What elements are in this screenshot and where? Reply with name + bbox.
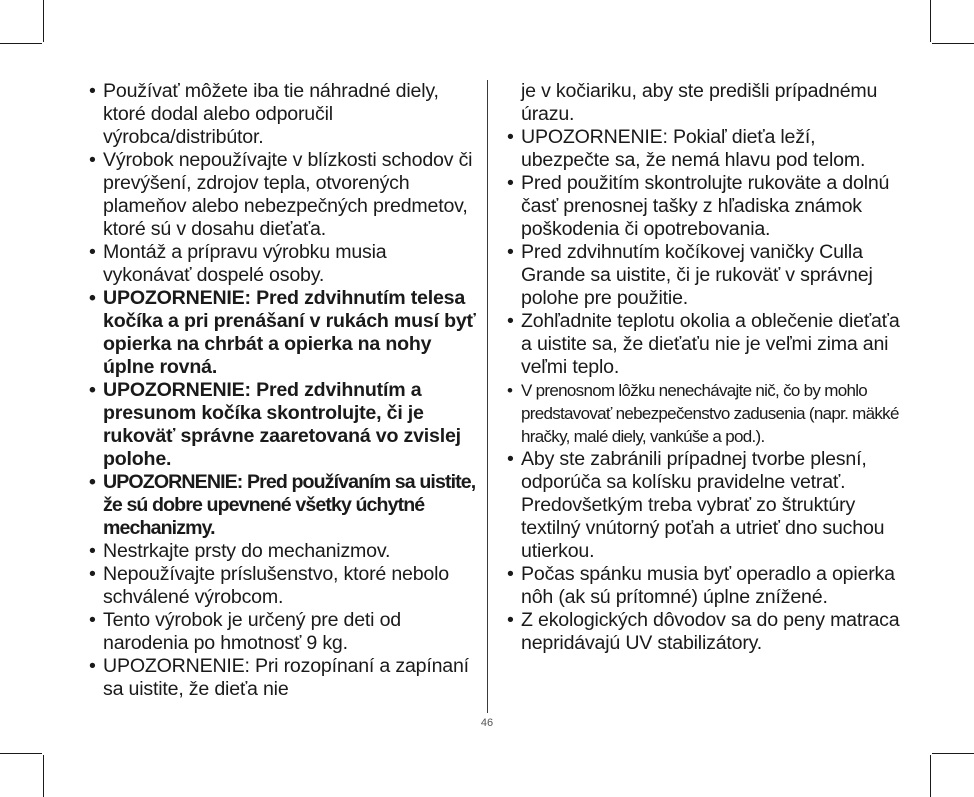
item-text: Z ekologických dôvodov sa do peny matraca nepridávajú UV stabilizátory. xyxy=(521,609,900,654)
bullet: • xyxy=(89,563,96,585)
bullet: • xyxy=(89,80,96,102)
bullet: • xyxy=(507,448,514,470)
list-item xyxy=(89,609,477,655)
crop-mark xyxy=(930,0,931,42)
crop-mark xyxy=(43,755,44,797)
crop-mark xyxy=(930,755,931,797)
list-item xyxy=(89,149,477,241)
item-text: Aby ste zabránili prípadnej tvorbe plesní, odporúča sa kolísku pravidelne vetrať. Predovšetkým treba vybrať zo štruktúry textilný vnútorný poťah a utrieť dno suchou utierkou. xyxy=(521,448,885,562)
list-item xyxy=(507,448,902,563)
crop-mark xyxy=(0,753,42,754)
list-item xyxy=(507,310,902,379)
item-text: V prenosnom lôžku nenechávajte nič, čo by mohlo predstavovať nebezpečenstvo zadusenia (napr. mäkké hračky, malé diely, vankúše a pod.). xyxy=(521,381,899,446)
list-item xyxy=(89,563,477,609)
bullet: • xyxy=(89,609,96,631)
list-item xyxy=(507,172,902,241)
crop-mark xyxy=(0,43,42,44)
crop-mark xyxy=(932,753,974,754)
bullet: • xyxy=(507,310,514,332)
list-item xyxy=(507,609,902,655)
warning-item xyxy=(89,287,477,379)
item-text: Pred použitím skontrolujte rukoväte a dolnú časť prenosnej tašky z hľadiska známok poškodenia či opotrebovania. xyxy=(521,172,890,240)
bullet: • xyxy=(507,241,514,263)
bullet: • xyxy=(89,655,96,677)
bullet: • xyxy=(507,381,513,400)
left-column xyxy=(89,80,477,701)
list-item xyxy=(507,241,902,310)
item-text: UPOZORNENIE: Pred používaním sa uistite, že sú dobre upevnené všetky úchytné mechanizmy. xyxy=(103,471,476,539)
bullet: • xyxy=(507,172,514,194)
list-item xyxy=(89,241,477,287)
item-text: UPOZORNENIE: Pri rozopínaní a zapínaní sa uistite, že dieťa nie xyxy=(103,655,469,700)
list-item xyxy=(89,540,477,563)
item-text: Používať môžete iba tie náhradné diely, ktoré dodal alebo odporučil výrobca/distribútor. xyxy=(103,80,439,148)
item-text: Nepoužívajte príslušenstvo, ktoré nebolo schválené výrobcom. xyxy=(103,563,449,608)
bullet: • xyxy=(89,241,96,263)
bullet: • xyxy=(507,563,514,585)
bullet: • xyxy=(89,379,96,401)
item-text: Počas spánku musia byť operadlo a opierka nôh (ak sú prítomné) úplne znížené. xyxy=(521,563,895,608)
crop-mark xyxy=(932,43,974,44)
item-text: Výrobok nepoužívajte v blízkosti schodov či prevýšení, zdrojov tepla, otvorených plameňov alebo nebezpečných predmetov, ktoré sú v dosahu dieťaťa. xyxy=(103,149,473,240)
bullet: • xyxy=(507,609,514,631)
bullet: • xyxy=(507,126,514,148)
bullet: • xyxy=(89,471,95,493)
list-item xyxy=(89,655,477,701)
continuation-text xyxy=(507,80,902,126)
crop-mark xyxy=(43,0,44,42)
list-item xyxy=(507,126,902,172)
list-item xyxy=(507,379,902,448)
item-text: Pred zdvihnutím kočíkovej vaničky Culla Grande sa uistite, či je rukoväť v správnej polohe pre použitie. xyxy=(521,241,873,309)
bullet: • xyxy=(89,540,96,562)
item-text: UPOZORNENIE: Pokiaľ dieťa leží, ubezpečte sa, že nemá hlavu pod telom. xyxy=(521,126,866,171)
item-text: Nestrkajte prsty do mechanizmov. xyxy=(103,540,391,562)
page-number: 46 xyxy=(480,717,494,729)
column-divider xyxy=(487,80,488,713)
bullet: • xyxy=(89,149,96,171)
bullet: • xyxy=(89,287,96,309)
list-item xyxy=(89,80,477,149)
warning-item xyxy=(89,471,477,540)
warning-item xyxy=(89,379,477,471)
right-column xyxy=(507,80,902,655)
list-item xyxy=(507,563,902,609)
item-text: Tento výrobok je určený pre deti od narodenia po hmotnosť 9 kg. xyxy=(103,609,401,654)
item-text: UPOZORNENIE: Pred zdvihnutím a presunom kočíka skontrolujte, či je rukoväť správne zaaretovaná vo zvislej polohe. xyxy=(103,379,461,470)
item-text: Zohľadnite teplotu okolia a oblečenie dieťaťa a uistite sa, že dieťaťu nie je veľmi zima ani veľmi teplo. xyxy=(521,310,900,378)
item-text: je v kočiariku, aby ste predišli prípadnému úrazu. xyxy=(521,80,878,125)
item-text: UPOZORNENIE: Pred zdvihnutím telesa kočíka a pri prenášaní v rukách musí byť opierka na chrbát a opierka na nohy úplne rovná. xyxy=(103,287,476,378)
item-text: Montáž a prípravu výrobku musia vykonávať dospelé osoby. xyxy=(103,241,387,286)
